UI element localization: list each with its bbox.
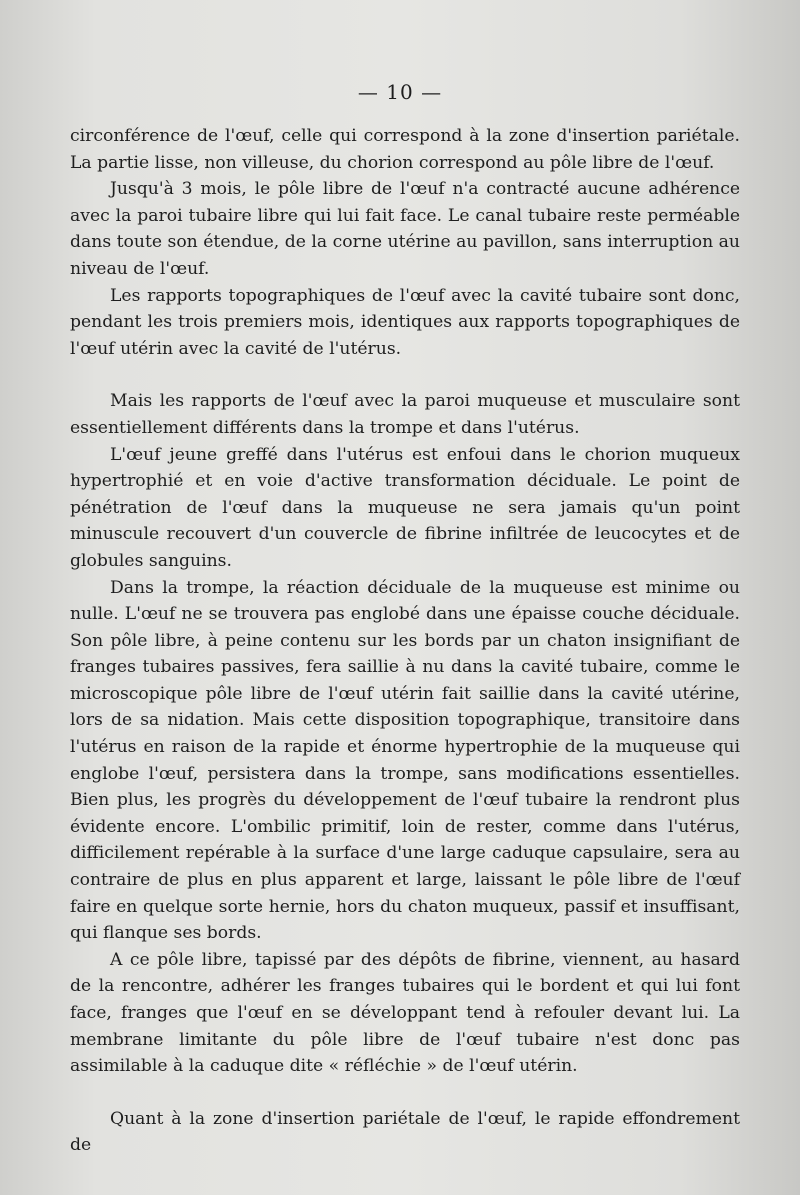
paragraph: Dans la trompe, la réaction déciduale de la muqueuse est minime ou nulle. L'œuf ne se trouvera pas englobé dans une épaisse couche déciduale. Son pôle libre, à peine contenu sur les bords par un chaton insignifiant de franges tubaires passives, fera saillie à nu dans la cavité tubaire, comme le microscopique pôle libre de l'œuf utérin fait saillie dans la cavité utérine, lors de sa nidation. Mais cette disposition topographique, transitoire dans l'utérus en raison de la rapide et énorme hypertrophie de la muqueuse qui englobe l'œuf, persistera dans la trompe, sans modifications essentielles. Bien plus, les progrès du développement de l'œuf tubaire la rendront plus évidente encore. L'ombilic primitif, loin de rester, comme dans l'utérus, difficilement repérable à la surface d'une large caduque capsulaire, sera au contraire de plus en plus apparent et large, laissant le pôle libre de l'œuf faire en quelque sorte hernie, hors du chaton muqueux, passif et insuffisant, qui flanque ses bords. bbox=[70, 577, 740, 944]
page-number: — 10 — bbox=[357, 80, 443, 104]
paragraph: L'œuf jeune greffé dans l'utérus est enfoui dans le chorion muqueux hypertrophié et en voie d'active transformation déciduale. Le point de pénétration de l'œuf dans la muqueuse ne sera jamais qu'un point minuscule recouvert d'un couvercle de fibrine infiltrée de leucocytes et de globules sanguins. bbox=[70, 444, 740, 571]
paragraph: circonférence de l'œuf, celle qui correspond à la zone d'insertion pariétale. La partie lisse, non villeuse, du chorion correspond au pôle libre de l'œuf. bbox=[70, 126, 740, 173]
paragraph: Jusqu'à 3 mois, le pôle libre de l'œuf n'a contracté aucune adhérence avec la paroi tubaire libre qui lui fait face. Le canal tubaire reste perméable dans toute son étendue, de la corne utérine au pavillon, sans interruption au niveau de l'œuf. bbox=[70, 179, 740, 279]
paragraph: A ce pôle libre, tapissé par des dépôts de fibrine, viennent, au hasard de la rencontre, adhérer les franges tubaires qui le bordent et qui lui font face, franges que l'œuf en se développant tend à refouler devant lui. La membrane limitante du pôle libre de l'œuf tubaire n'est donc pas assimilable à la caduque dite « réfléchie » de l'œuf utérin. bbox=[70, 949, 740, 1077]
paragraph: Les rapports topographiques de l'œuf avec la cavité tubaire sont donc, pendant les trois premiers mois, identiques aux rapports topographiques de l'œuf utérin avec la cavité de l'utérus. bbox=[70, 285, 740, 359]
body-text bbox=[70, 123, 740, 1159]
paragraph: Quant à la zone d'insertion pariétale de l'œuf, le rapide effondrement de bbox=[70, 1108, 740, 1156]
paragraph: Mais les rapports de l'œuf avec la paroi muqueuse et musculaire sont essentiellement différents dans la trompe et dans l'utérus. bbox=[70, 391, 740, 438]
